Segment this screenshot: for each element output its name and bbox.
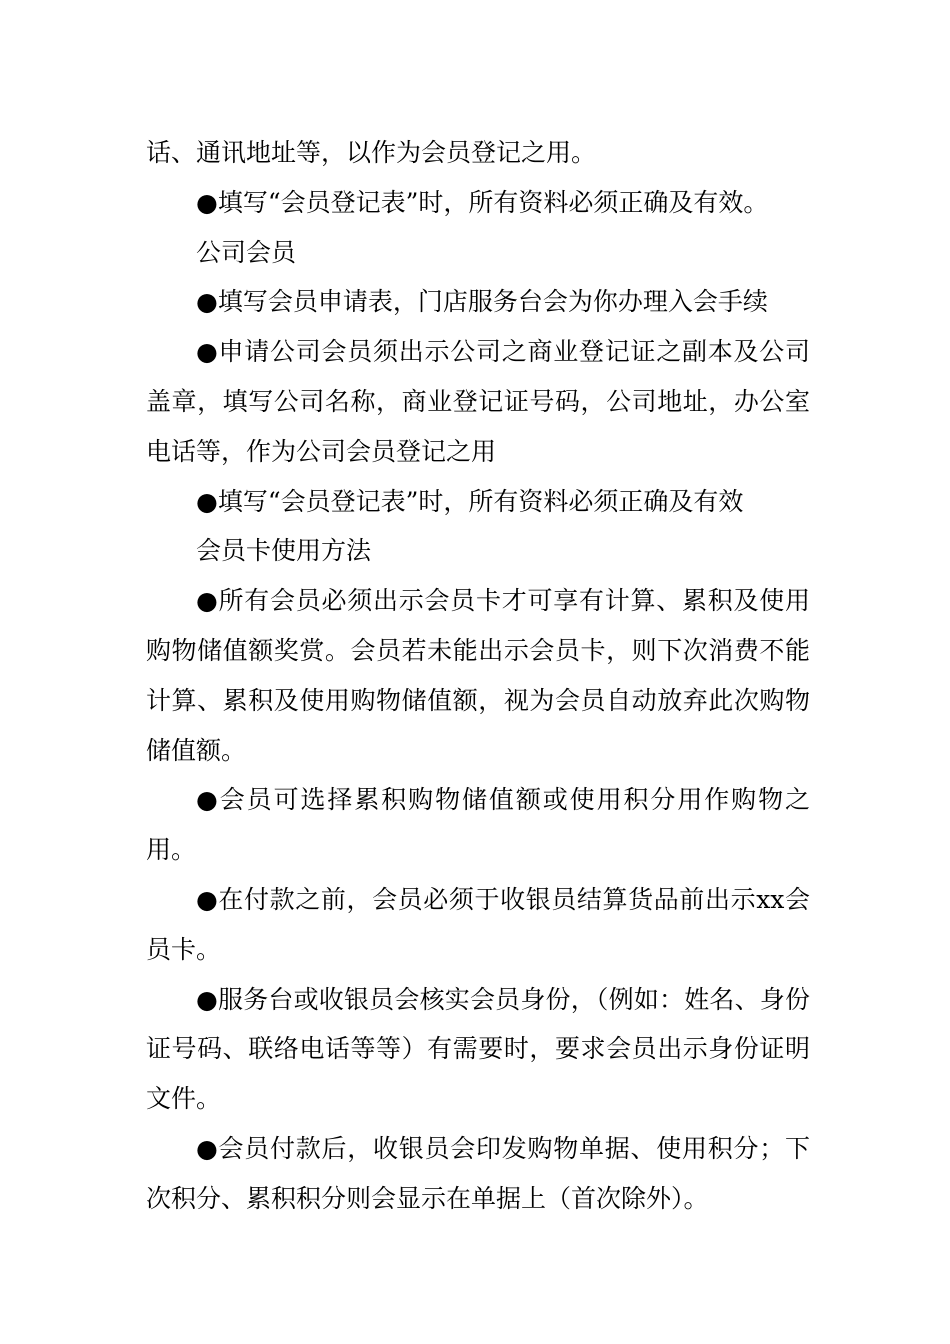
paragraph-bullet-choose-points: ●会员可选择累积购物储值额或使用积分用作购物之用。 bbox=[146, 785, 810, 865]
paragraph-bullet-after-payment: ●会员付款后，收银员会印发购物单据、使用积分；下次积分、累积积分则会显示在单据上（首次除外）。 bbox=[146, 1133, 810, 1213]
heading-company-member: 公司会员 bbox=[196, 237, 297, 267]
document-body bbox=[146, 128, 810, 1224]
paragraph-bullet-application: ●填写会员申请表，门店服务台会为你办理入会手续 bbox=[196, 287, 768, 317]
paragraph-bullet-form-valid-2: ●填写“会员登记表”时，所有资料必须正确及有效 bbox=[196, 486, 744, 516]
paragraph-bullet-verify-identity: ●服务台或收银员会核实会员身份，（例如：姓名、身份证号码、联络电话等等）有需要时，要求会员出示身份证明文件。 bbox=[146, 984, 810, 1114]
paragraph-bullet-before-payment: ●在付款之前，会员必须于收银员结算货品前出示xx会员卡。 bbox=[146, 884, 810, 964]
paragraph-bullet-show-card: ●所有会员必须出示会员卡才可享有计算、累积及使用购物储值额奖赏。会员若未能出示会员卡，则下次消费不能计算、累积及使用购物储值额，视为会员自动放弃此次购物储值额。 bbox=[146, 586, 810, 765]
heading-card-usage: 会员卡使用方法 bbox=[196, 536, 372, 566]
paragraph-bullet-company-docs: ●申请公司会员须出示公司之商业登记证之副本及公司盖章，填写公司名称，商业登记证号码，公司地址，办公室电话等，作为公司会员登记之用 bbox=[146, 337, 810, 466]
paragraph-continuation: 话、通讯地址等，以作为会员登记之用。 bbox=[146, 138, 597, 167]
paragraph-bullet-form-valid: ●填写“会员登记表”时，所有资料必须正确及有效。 bbox=[196, 187, 769, 217]
